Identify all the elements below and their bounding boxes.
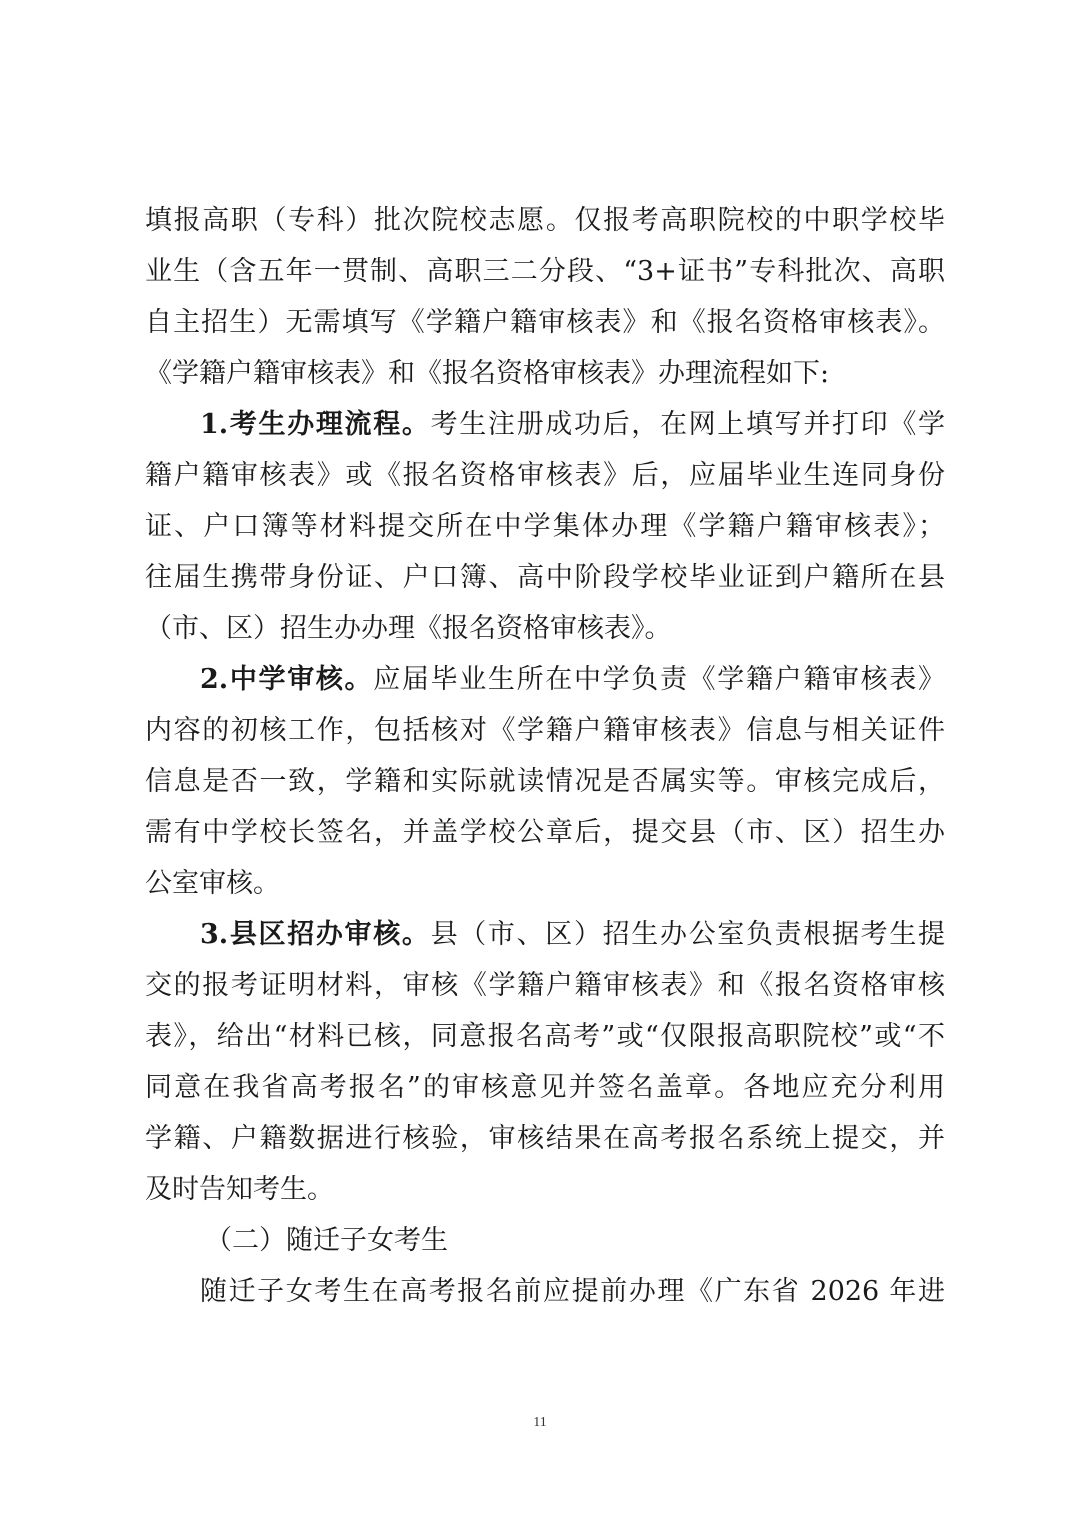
item-text: 应届毕业生所在中学负责《学籍户籍审核表》 xyxy=(373,664,946,695)
page-number: 11 xyxy=(533,1415,547,1430)
text-line: 籍户籍审核表》或《报名资格审核表》后，应届毕业生连同身份 xyxy=(145,460,945,491)
text-line: 填报高职（专科）批次院校志愿。仅报考高职院校的中职学校毕 xyxy=(145,205,945,236)
text-line: 随迁子女考生在高考报名前应提前办理《广东省 2026 年进 xyxy=(200,1276,945,1307)
text-line: 业生（含五年一贯制、高职三二分段、“3+证书”专科批次、高职 xyxy=(145,256,945,287)
text-line: 表》，给出“材料已核，同意报名高考”或“仅限报高职院校”或“不 xyxy=(145,1021,945,1052)
text-line: 及时告知考生。 xyxy=(145,1174,334,1205)
text-line: 往届生携带身份证、户口簿、高中阶段学校毕业证到户籍所在县 xyxy=(145,562,945,593)
numbered-item-3-first-line xyxy=(200,909,945,960)
text-line: 交的报考证明材料，审核《学籍户籍审核表》和《报名资格审核 xyxy=(145,970,945,1001)
item-heading: 2.中学审核。 xyxy=(200,664,374,695)
item-text: 县（市、区）招生办公室负责根据考生提 xyxy=(430,919,946,950)
text-line: （市、区）招生办办理《报名资格审核表》。 xyxy=(145,613,672,644)
section-heading: （二）随迁子女考生 xyxy=(205,1225,448,1256)
text-line: 同意在我省高考报名”的审核意见并签名盖章。各地应充分利用 xyxy=(145,1072,945,1103)
text-line: 信息是否一致，学籍和实际就读情况是否属实等。审核完成后， xyxy=(145,766,945,797)
item-heading: 3.县区招办审核。 xyxy=(200,919,431,950)
text-line: 证、户口簿等材料提交所在中学集体办理《学籍户籍审核表》； xyxy=(145,511,945,542)
numbered-item-1-first-line xyxy=(200,399,945,450)
text-line: 内容的初核工作，包括核对《学籍户籍审核表》信息与相关证件 xyxy=(145,715,945,746)
text-line: 学籍、户籍数据进行核验，审核结果在高考报名系统上提交，并 xyxy=(145,1123,945,1154)
text-line: 需有中学校长签名，并盖学校公章后，提交县（市、区）招生办 xyxy=(145,817,945,848)
item-text: 考生注册成功后，在网上填写并打印《学 xyxy=(430,409,946,440)
text-line: 公室审核。 xyxy=(145,868,280,899)
numbered-item-2-first-line xyxy=(200,654,945,705)
text-line: 《学籍户籍审核表》和《报名资格审核表》办理流程如下: xyxy=(145,358,830,389)
item-heading: 1.考生办理流程。 xyxy=(200,409,431,440)
text-line: 自主招生）无需填写《学籍户籍审核表》和《报名资格审核表》。 xyxy=(145,307,945,338)
